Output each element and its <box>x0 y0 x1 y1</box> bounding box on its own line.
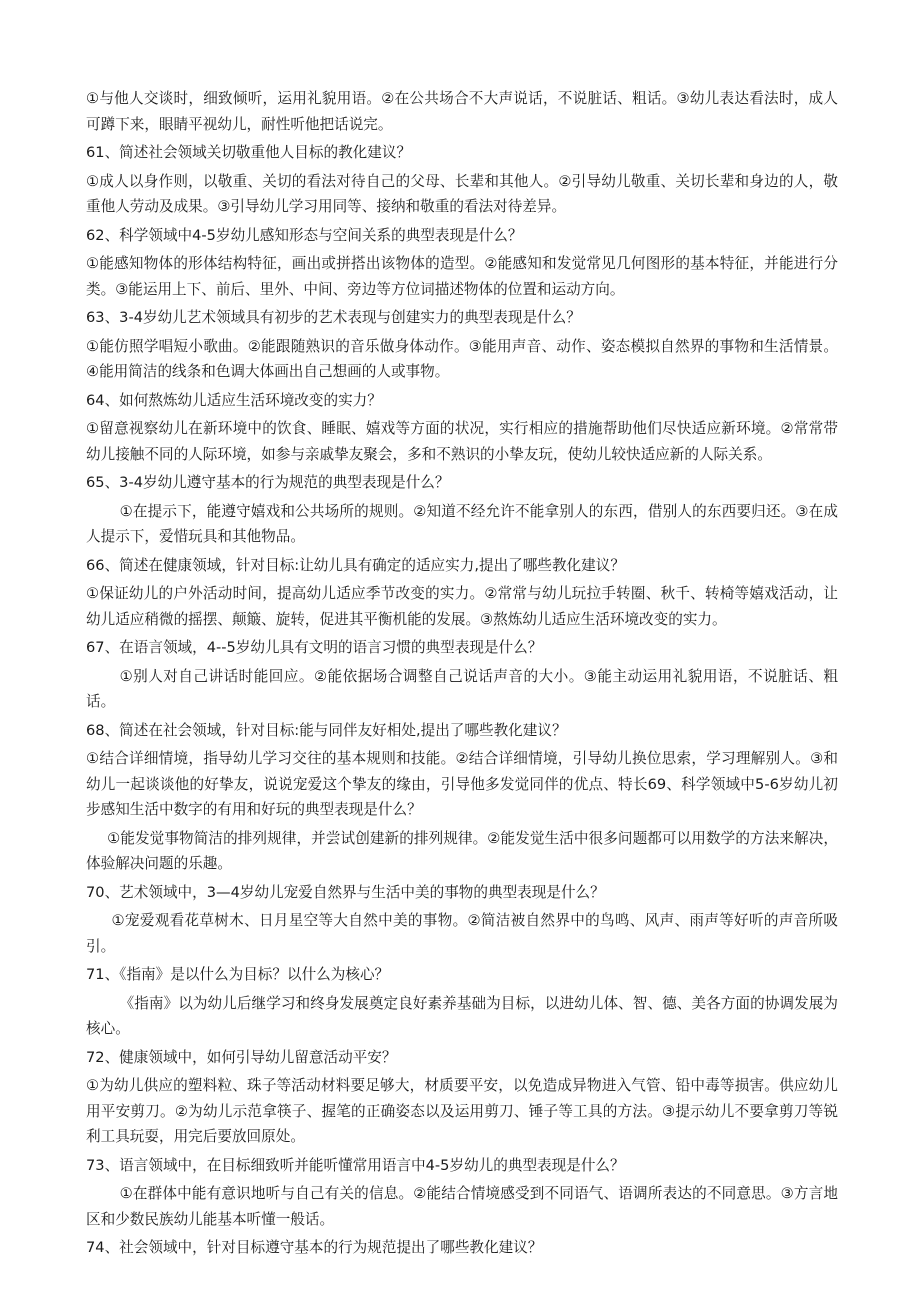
question-heading: 67、在语言领域，4--5岁幼儿具有文明的语言习惯的典型表现是什么？ <box>86 639 543 656</box>
answer-paragraph: ①能发觉事物简洁的排列规律，并尝试创建新的排列规律。②能发觉生活中很多问题都可以用数学的方法来解决，体验解决问题的乐趣。 <box>86 829 838 872</box>
question-heading: 63、3-4岁幼儿艺术领域具有初步的艺术表现与创建实力的典型表现是什么？ <box>86 309 581 326</box>
document-page <box>86 86 838 1264</box>
answer-paragraph: ①与他人交谈时，细致倾听，运用礼貌用语。②在公共场合不大声说话，不说脏话、粗话。③幼儿表达看法时，成人可蹲下来，眼睛平视幼儿，耐性听他把话说完。 <box>86 90 838 133</box>
answer-paragraph: ①别人对自己讲话时能回应。②能依据场合调整自己说话声音的大小。③能主动运用礼貌用语，不说脏话、粗话。 <box>86 667 838 710</box>
answer-paragraph: ①成人以身作则，以敬重、关切的看法对待自己的父母、长辈和其他人。②引导幼儿敬重、关切长辈和身边的人，敬重他人劳动及成果。③引导幼儿学习用同等、接纳和敬重的看法对待差异。 <box>86 172 838 215</box>
answer-paragraph: 《指南》以为幼儿后继学习和终身发展奠定良好素养基础为目标，以进幼儿体、智、德、美各方面的协调发展为核心。 <box>86 994 838 1037</box>
question-heading: 71、《指南》是以什么为目标？以什么为核心？ <box>86 966 390 983</box>
answer-paragraph: ①结合详细情境，指导幼儿学习交往的基本规则和技能。②结合详细情境，引导幼儿换位思索，学习理解别人。③和幼儿一起谈谈他的好挚友，说说宠爱这个挚友的缘由，引导他多发觉同伴的优点、特长69、科学领域中5-6岁幼儿初步感知生活中数字的有用和好玩的典型表现是什么？ <box>86 750 838 818</box>
question-heading: 65、3-4岁幼儿遵守基本的行为规范的典型表现是什么？ <box>86 474 450 491</box>
question-heading: 73、语言领域中，在目标细致听并能听懂常用语言中4-5岁幼儿的典型表现是什么？ <box>86 1156 625 1174</box>
question-heading: 62、科学领域中4-5岁幼儿感知形态与空间关系的典型表现是什么？ <box>86 226 523 244</box>
question-heading: 72、健康领域中，如何引导幼儿留意活动平安？ <box>86 1048 397 1066</box>
question-heading: 61、简述社会领域关切敬重他人目标的教化建议？ <box>86 144 412 161</box>
question-heading: 64、如何熬炼幼儿适应生活环境改变的实力？ <box>86 391 382 409</box>
question-heading: 70、艺术领域中，3—4岁幼儿宠爱自然界与生活中美的事物的典型表现是什么？ <box>86 883 605 901</box>
question-heading: 68、简述在社会领域，针对目标:能与同伴友好相处,提出了哪些教化建议？ <box>86 721 567 739</box>
answer-paragraph: ①为幼儿供应的塑料粒、珠子等活动材料要足够大，材质要平安，以免造成异物进入气管、铅中毒等损害。供应幼儿用平安剪刀。②为幼儿示范拿筷子、握笔的正确姿态以及运用剪刀、锤子等工具的方法。③提示幼儿不要拿剪刀等锐利工具玩耍，用完后要放回原处。 <box>86 1077 838 1145</box>
answer-paragraph: ①保证幼儿的户外活动时间，提高幼儿适应季节改变的实力。②常常与幼儿玩拉手转圈、秋千、转椅等嬉戏活动，让幼儿适应稍微的摇摆、颠簸、旋转，促进其平衡机能的发展。③熬炼幼儿适应生活环境改变的实力。 <box>86 585 838 628</box>
answer-paragraph: ①在提示下，能遵守嬉戏和公共场所的规则。②知道不经允许不能拿别人的东西，借别人的东西要归还。③在成人提示下，爱惜玩具和其他物品。 <box>86 502 838 545</box>
answer-paragraph: ①留意视察幼儿在新环境中的饮食、睡眠、嬉戏等方面的状况，实行相应的措施帮助他们尽快适应新环境。②常常带幼儿接触不同的人际环境，如参与亲戚挚友聚会，多和不熟识的小挚友玩，使幼儿较快适应新的人际关系。 <box>86 420 838 463</box>
answer-paragraph: ①宠爱观看花草树木、日月星空等大自然中美的事物。②简洁被自然界中的鸟鸣、风声、雨声等好听的声音所吸引。 <box>86 912 838 955</box>
answer-paragraph: ①能感知物体的形体结构特征，画出或拼搭出该物体的造型。②能感知和发觉常见几何图形的基本特征，并能进行分类。③能运用上下、前后、里外、中间、旁边等方位词描述物体的位置和运动方向。 <box>86 255 838 298</box>
answer-paragraph: ①在群体中能有意识地听与自己有关的信息。②能结合情境感受到不同语气、语调所表达的不同意思。③方言地区和少数民族幼儿能基本听懂一般话。 <box>86 1185 838 1228</box>
answer-paragraph: ①能仿照学唱短小歌曲。②能跟随熟识的音乐做身体动作。③能用声音、动作、姿态模拟自然界的事物和生活情景。④能用简洁的线条和色调大体画出自己想画的人或事物。 <box>86 337 838 380</box>
question-heading: 74、社会领域中，针对目标遵守基本的行为规范提出了哪些教化建议？ <box>86 1239 543 1256</box>
question-heading: 66、简述在健康领域，针对目标:让幼儿具有确定的适应实力,提出了哪些教化建议？ <box>86 556 625 574</box>
